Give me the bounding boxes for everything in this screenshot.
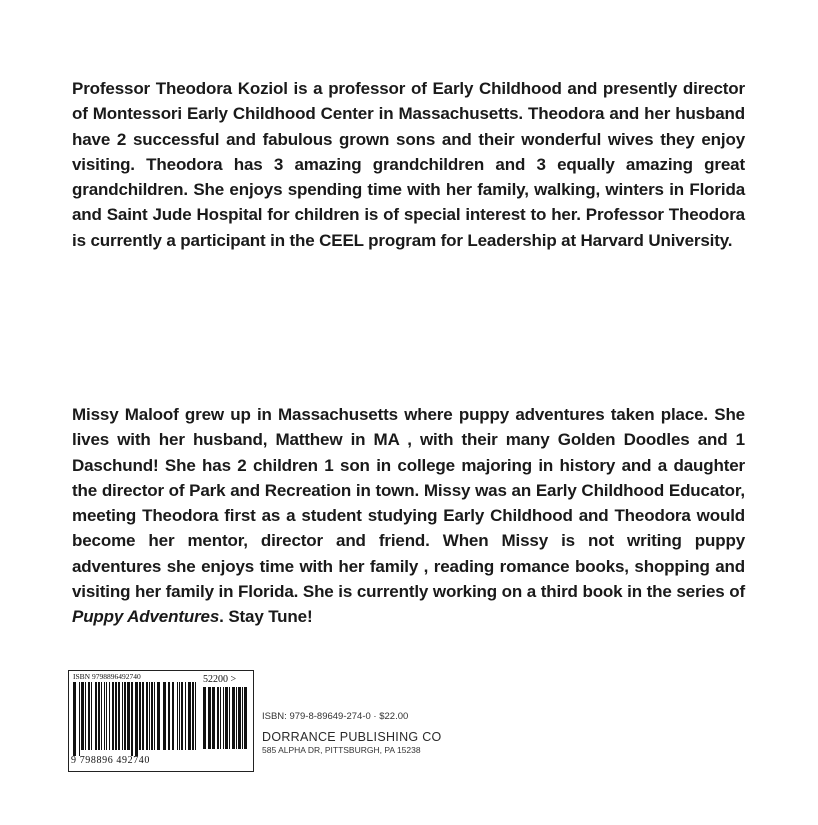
- series-title: Puppy Adventures: [72, 607, 220, 627]
- barcode-bar: [79, 682, 80, 756]
- barcode-bar: [139, 682, 141, 750]
- barcode-bar: [181, 682, 183, 750]
- barcode-bar: [146, 682, 148, 750]
- barcode-bar: [154, 682, 155, 750]
- publisher-address: 585 ALPHA DR, PITTSBURGH, PA 15238: [262, 745, 421, 755]
- barcode-bar: [238, 687, 241, 749]
- barcode-bar: [229, 687, 230, 749]
- barcode-bar: [223, 687, 224, 749]
- barcode-bar: [157, 682, 160, 750]
- publisher-isbn-price: ISBN: 979-8-89649-274-0 · $22.00: [262, 711, 409, 722]
- barcode-bar: [109, 682, 110, 750]
- barcode-bar: [101, 682, 102, 750]
- barcode-bar: [168, 682, 170, 750]
- barcode-digits: 9 798896 492740: [71, 755, 150, 766]
- barcode-bar: [95, 682, 97, 750]
- barcode-bar: [188, 682, 191, 750]
- barcode-bar: [91, 682, 92, 750]
- barcode-bar: [195, 682, 196, 750]
- publisher-name: DORRANCE PUBLISHING CO: [262, 730, 442, 744]
- barcode-bar: [242, 687, 243, 749]
- barcode-addon-bars: [203, 687, 249, 755]
- barcode-bar: [208, 687, 211, 749]
- barcode-bar: [185, 682, 186, 750]
- barcode-bar: [124, 682, 126, 750]
- barcode-bar: [225, 687, 228, 749]
- barcode-isbn-label: ISBN 9798896492740: [73, 672, 141, 681]
- barcode-bar: [151, 682, 153, 750]
- barcode-bar: [192, 682, 194, 750]
- barcode-bar: [236, 687, 237, 749]
- barcode-bar: [73, 682, 76, 756]
- barcode-bar: [131, 682, 133, 756]
- barcode-bar: [149, 682, 150, 750]
- barcode-bar: [217, 687, 219, 749]
- barcode-bar: [163, 682, 166, 750]
- barcode-bar: [115, 682, 117, 750]
- barcode-bar: [179, 682, 180, 750]
- barcode-price-code: 52200 >: [203, 674, 237, 685]
- barcode-bar: [106, 682, 107, 750]
- author-bio-missy-text: Missy Maloof grew up in Massachusetts where puppy adventures taken place. She lives with her husband, Matthew in MA , with their many Golden Doodles and 1 Daschund! She has 2 children 1 son in college majoring in history and a daughter the director of Park and Recreation in town. Missy was an Early Childhood Educator, meeting Theodora first as a student studying Early Childhood and Theodora would become her mentor, director and friend. When Missy is not writing puppy adventures she enjoys time with her family , reading romance books, shopping and visiting her family in Florida. She is currently working on a third book in the series of: [72, 405, 745, 602]
- barcode-bar: [177, 682, 178, 750]
- barcode-bar: [104, 682, 105, 750]
- barcode-bar: [212, 687, 215, 749]
- barcode-bar: [135, 682, 138, 756]
- author-bio-missy-closing: . Stay Tune!: [219, 607, 313, 627]
- barcode-bar: [85, 682, 86, 750]
- author-bio-theodora: Professor Theodora Koziol is a professor of Early Childhood and presently director of Montessori Early Childhood Center in Massachusetts. Theodora and her husband have 2 successful and fabulous grown sons and their wonderful wives they enjoy visiting. Theodora has 3 amazing grandchildren and 3 equally amazing great grandchildren. She enjoys spending time with her family, walking, winters in Florida and Saint Jude Hospital for children is of special interest to her. Professor Theodora is currently a participant in the CEEL program for Leadership at Harvard University.: [72, 79, 745, 250]
- isbn-barcode: [68, 670, 254, 772]
- barcode-bar: [122, 682, 123, 750]
- barcode-bar: [98, 682, 100, 750]
- author-bio-missy: [72, 402, 745, 630]
- barcode-bar: [244, 687, 247, 749]
- barcode-bar: [232, 687, 235, 749]
- barcode-bar: [172, 682, 174, 750]
- barcode-bar: [112, 682, 114, 750]
- barcode-bar: [81, 682, 84, 750]
- barcode-bar: [118, 682, 120, 750]
- barcode-bars: [73, 682, 197, 756]
- barcode-bar: [142, 682, 144, 750]
- barcode-bar: [127, 682, 130, 750]
- barcode-bar: [220, 687, 221, 749]
- barcode-bar: [203, 687, 206, 749]
- barcode-bar: [88, 682, 90, 750]
